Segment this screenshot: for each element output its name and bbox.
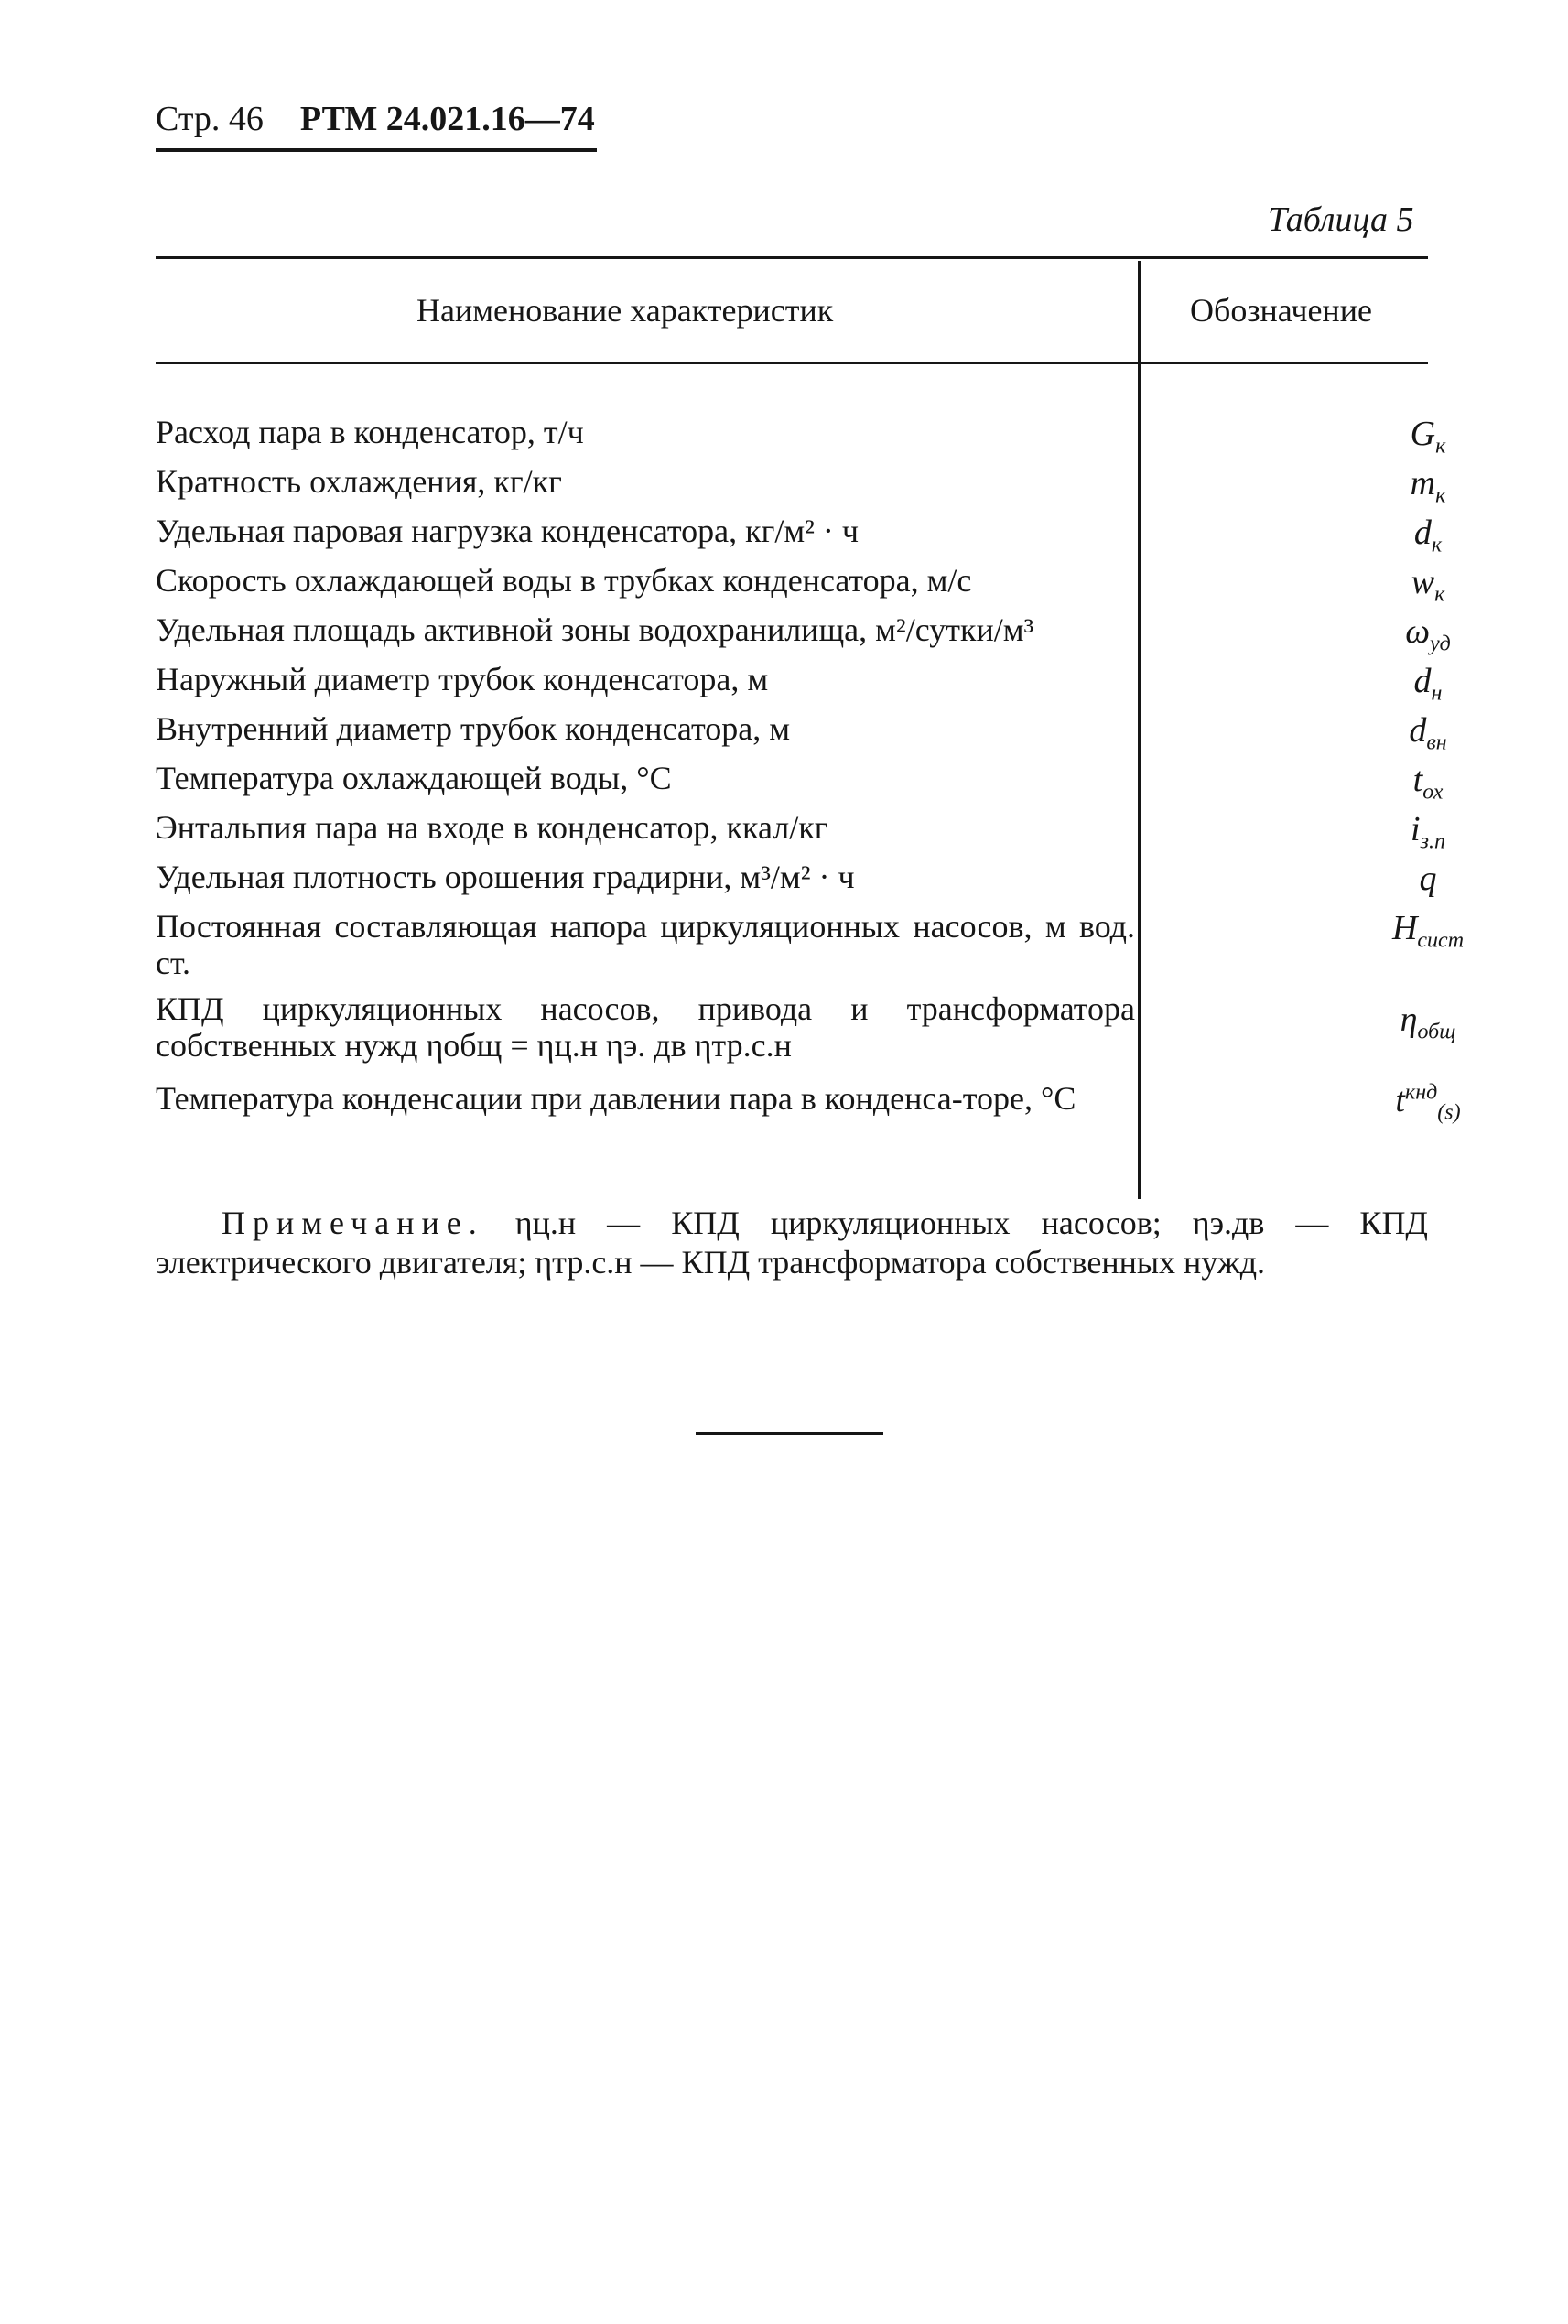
table-column-divider <box>1138 261 1141 1199</box>
row-symbol: $d_н$ <box>1413 662 1443 706</box>
row-name: КПД циркуляционных насосов, привода и трансформатора собственных нужд ηобщ = ηц.н ηэ. дв ηтр.с.н <box>156 990 1135 1064</box>
table-title: Таблица 5 <box>1268 200 1414 239</box>
row-name: Кратность охлаждения, кг/кг <box>156 463 562 500</box>
row-symbol: $d_{вн}$ <box>1409 711 1447 755</box>
row-name: Постоянная составляющая напора циркуляционных насосов, м вод. ст. <box>156 908 1135 981</box>
row-name: Удельная плотность орошения градирни, м³/м² · ч <box>156 859 855 895</box>
note-label: Примечание. <box>222 1205 484 1241</box>
row-symbol: $G_к$ <box>1410 415 1446 459</box>
row-symbol: $\eta_{общ}$ <box>1400 1000 1456 1044</box>
row-symbol: $H_{сист}$ <box>1391 909 1465 953</box>
column-header-name: Наименование характеристик <box>416 292 834 329</box>
note-text: ηц.н — КПД циркуляционных насосов; ηэ.дв — КПД электрического двигателя; ηтр.с.н — КПД трансформатора собственных нужд. <box>156 1205 1428 1281</box>
row-symbol: $d_к$ <box>1413 513 1443 557</box>
row-name: Внутренний диаметр трубок конденсатора, м <box>156 710 790 747</box>
row-symbol: $t_{ох}$ <box>1412 761 1444 805</box>
row-symbol: $i_{з.п}$ <box>1411 810 1445 854</box>
row-name: Расход пара в конденсатор, т/ч <box>156 414 584 450</box>
column-header-symbol: Обозначение <box>1190 292 1372 329</box>
end-rule <box>696 1432 883 1435</box>
document-code: РТМ 24.021.16—74 <box>299 100 595 138</box>
row-name: Наружный диаметр трубок конденсатора, м <box>156 661 769 697</box>
table-note <box>156 1204 1428 1282</box>
table-top-rule <box>156 256 1428 259</box>
row-name: Скорость охлаждающей воды в трубках конденсатора, м/с <box>156 562 972 599</box>
page-header <box>156 99 595 139</box>
row-name: Энтальпия пара на входе в конденсатор, ккал/кг <box>156 809 828 846</box>
row-symbol: $\omega_{уд}$ <box>1405 612 1451 656</box>
row-symbol: q <box>1419 859 1437 898</box>
table-header-rule <box>156 362 1428 364</box>
row-name: Температура охлаждающей воды, °С <box>156 760 672 796</box>
header-underline <box>156 148 597 152</box>
row-name: Удельная площадь активной зоны водохранилища, м²/сутки/м³ <box>156 611 1034 648</box>
row-name: Температура конденсации при давлении пара в конденса-торе, °С <box>156 1080 1076 1117</box>
row-name: Удельная паровая нагрузка конденсатора, кг/м² · ч <box>156 513 860 549</box>
row-symbol: $w_к$ <box>1411 563 1445 607</box>
row-symbol: $m_к$ <box>1410 464 1446 508</box>
row-symbol: $t^{кнд}_{(s)}$ <box>1395 1080 1461 1125</box>
page-number: Стр. 46 <box>156 100 264 138</box>
